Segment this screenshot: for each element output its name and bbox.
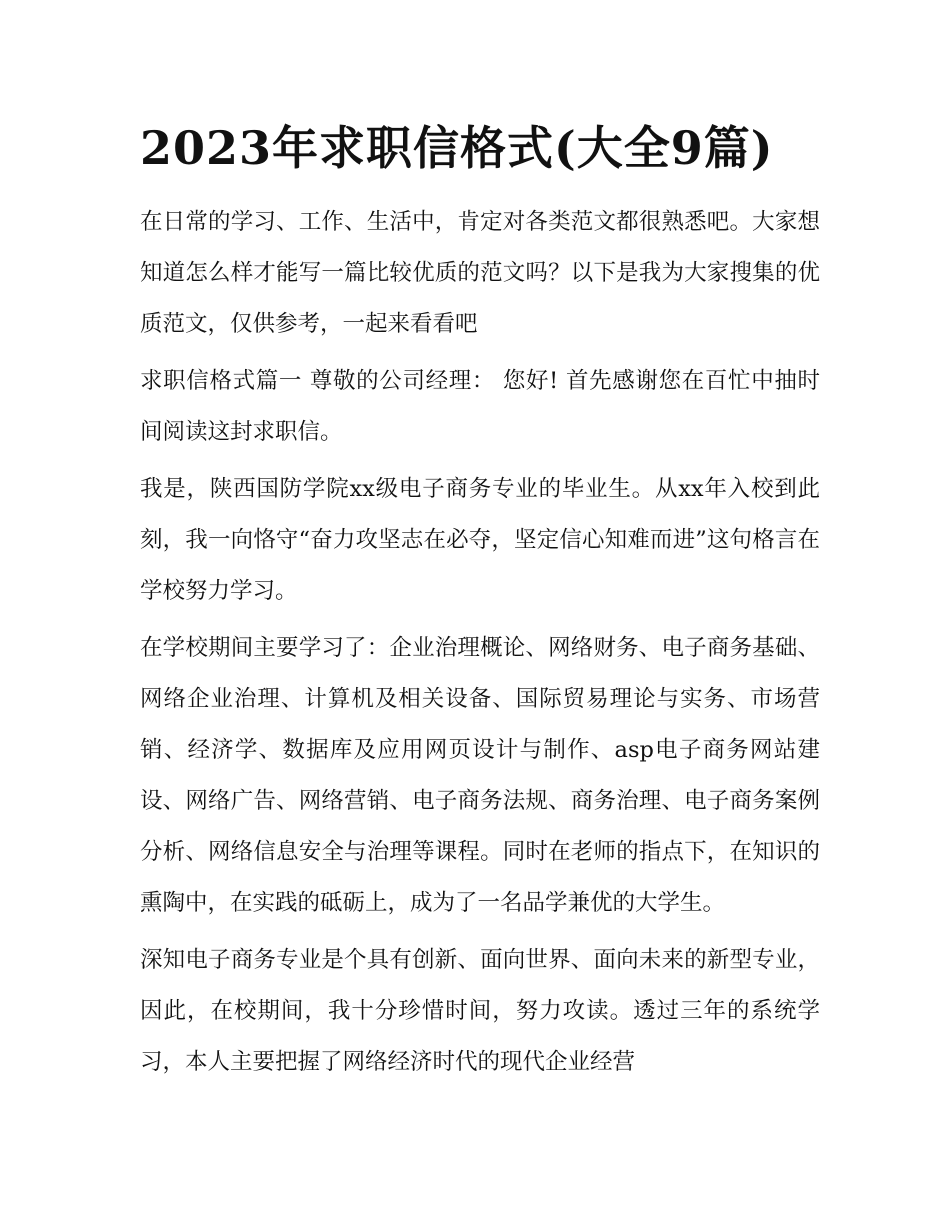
courses-paragraph: 在学校期间主要学习了：企业治理概论、网络财务、电子商务基础、网络企业治理、计算机及相关设备、国际贸易理论与实务、市场营销、经济学、数据库及应用网页设计与制作、asp电子商务网站建设、网络广告、网络营销、电子商务法规、商务治理、电子商务案例分析、网络信息安全与治理等课程。同时在老师的指点下，在知识的熏陶中，在实践的砥砺上，成为了一名品学兼优的大学生。 (140, 635, 820, 916)
greeting-paragraph: 求职信格式篇一 尊敬的公司经理： 您好! 首先感谢您在百忙中抽时间阅读这封求职信。 (140, 368, 820, 445)
self-introduction-paragraph: 我是，陕西国防学院xx级电子商务专业的毕业生。从xx年入校到此刻，我一向恪守“奋力攻坚志在必夺，坚定信心知难而进”这句格言在学校努力学习。 (140, 476, 820, 604)
study-summary-paragraph: 深知电子商务专业是个具有创新、面向世界、面向未来的新型专业，因此，在校期间，我十分珍惜时间，努力攻读。透过三年的系统学习，本人主要把握了网络经济时代的现代企业经营 (140, 947, 820, 1075)
document-body (140, 197, 820, 1094)
document-title: 2023年求职信格式(大全9篇) (140, 121, 774, 175)
intro-paragraph: 在日常的学习、工作、生活中，肯定对各类范文都很熟悉吧。大家想知道怎么样才能写一篇比较优质的范文吗？以下是我为大家搜集的优质范文，仅供参考，一起来看看吧 (140, 209, 820, 337)
